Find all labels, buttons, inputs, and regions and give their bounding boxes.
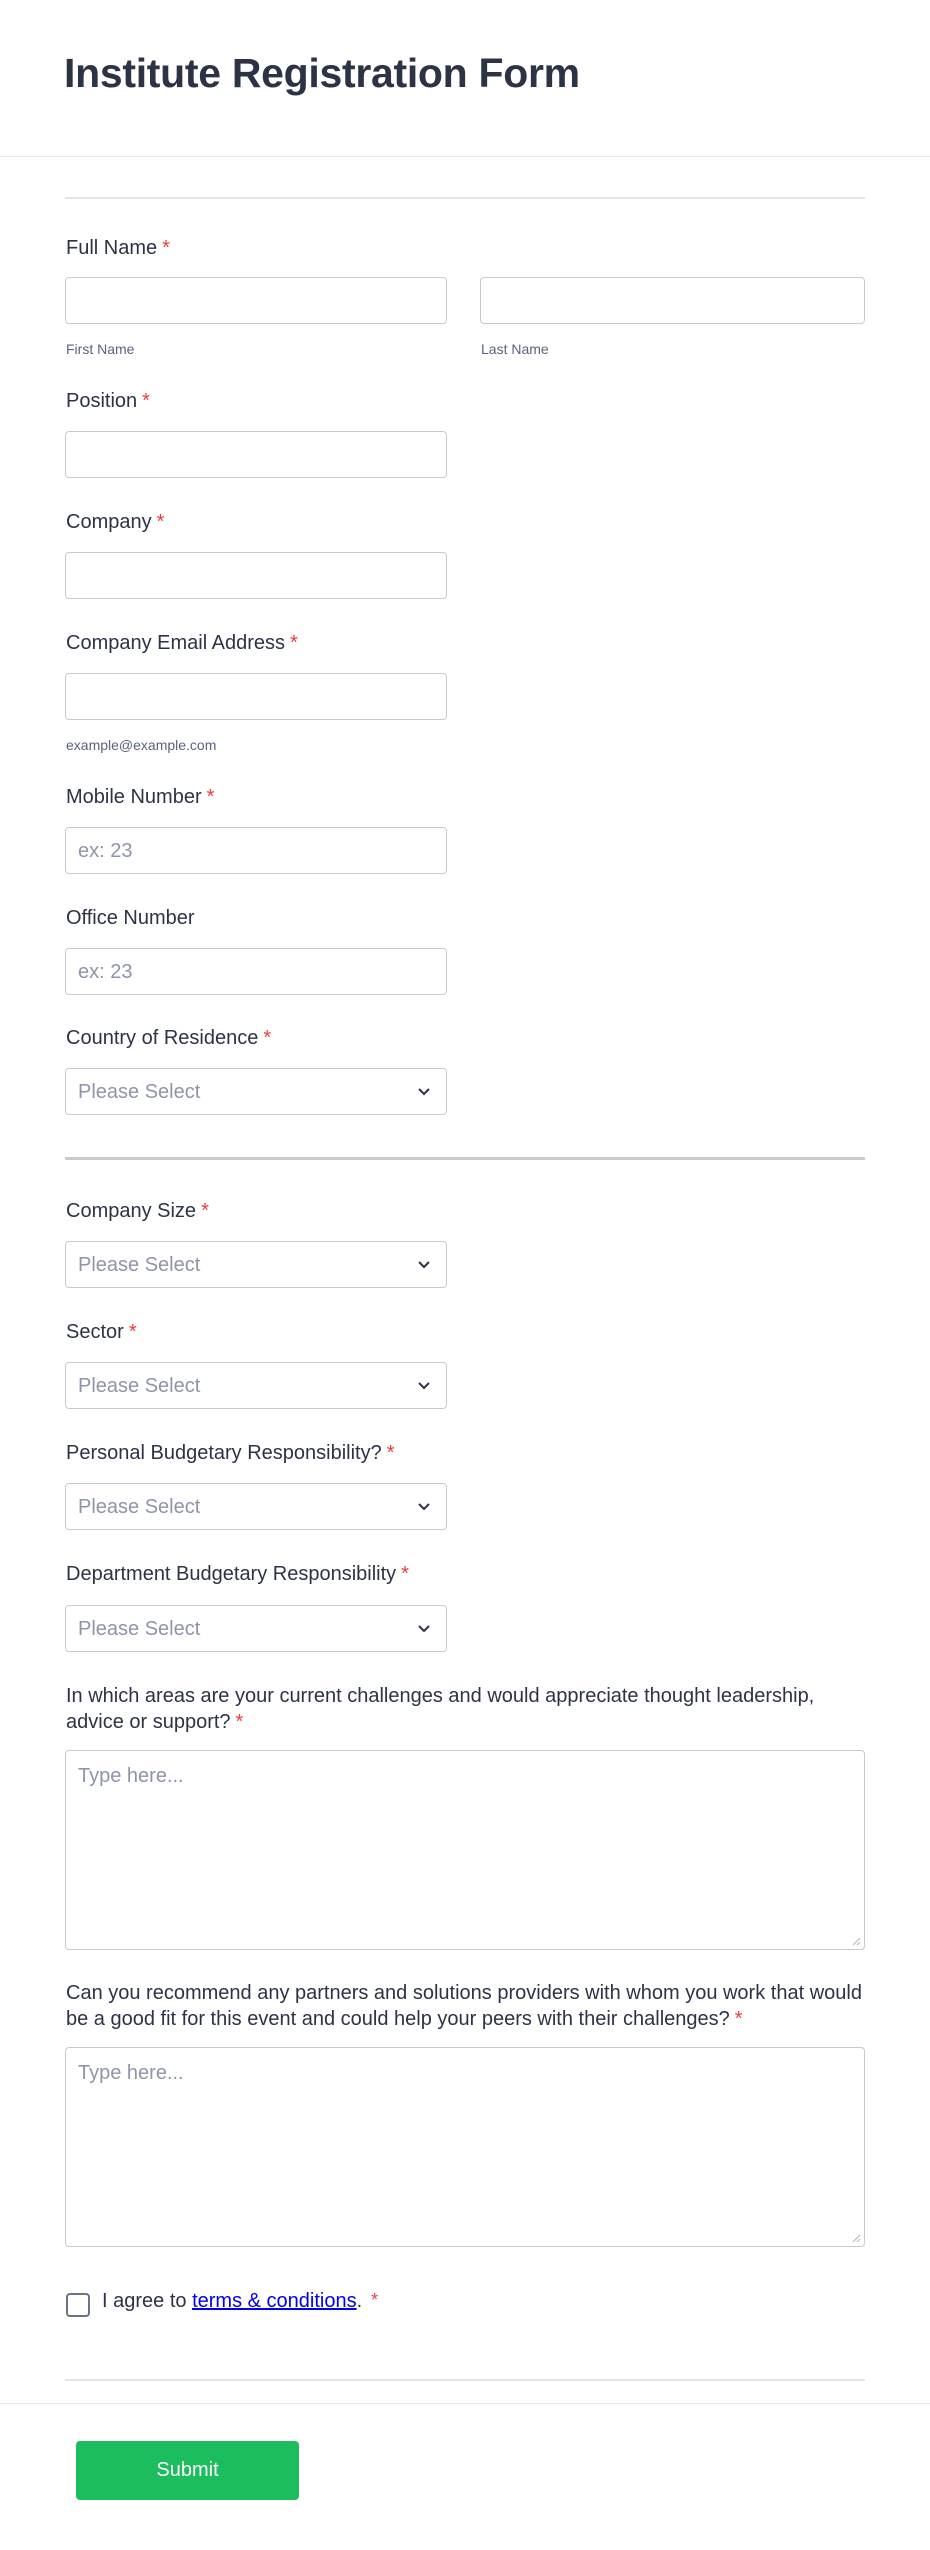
terms-label: [102, 2290, 378, 2313]
label-text: In which areas are your current challenges and would appreciate thought leadership, advice or support?: [66, 1685, 815, 1733]
partners-label: [66, 1980, 866, 2032]
required-asterisk: *: [156, 511, 165, 533]
divider: [65, 197, 865, 199]
required-asterisk: *: [142, 390, 150, 412]
required-asterisk: *: [201, 1200, 209, 1222]
office-label: [66, 905, 866, 931]
required-asterisk: *: [206, 786, 215, 808]
partners-textarea[interactable]: [65, 2047, 865, 2247]
last-name-input[interactable]: [480, 277, 865, 324]
form-header: [0, 0, 930, 157]
chevron-down-icon: [414, 1375, 434, 1395]
resize-grip-icon[interactable]: [851, 1936, 861, 1946]
position-label: [66, 388, 866, 414]
chevron-down-icon: [414, 1254, 434, 1274]
first-name-input[interactable]: [65, 277, 447, 324]
textarea-placeholder: Type here...: [78, 1765, 184, 1787]
challenges-textarea[interactable]: [65, 1750, 865, 1950]
label-text: Company Size: [66, 1200, 197, 1222]
select-value: Please Select: [78, 1375, 201, 1397]
chevron-down-icon: [414, 1618, 434, 1638]
position-input[interactable]: [65, 431, 447, 478]
country-label: [66, 1025, 866, 1051]
country-select[interactable]: [65, 1068, 447, 1115]
office-input[interactable]: ex: 23: [65, 948, 447, 995]
company-input[interactable]: [65, 552, 447, 599]
label-text: Office Number: [66, 907, 195, 929]
footer-divider: [0, 2403, 930, 2404]
first-name-sublabel: First Name: [66, 341, 135, 357]
email-label: [66, 630, 866, 656]
label-text: Company: [66, 511, 152, 533]
select-value: Please Select: [78, 1496, 201, 1518]
required-asterisk: *: [734, 2008, 743, 2030]
terms-checkbox[interactable]: [66, 2293, 90, 2317]
required-asterisk: *: [289, 632, 298, 654]
mobile-label: [66, 784, 866, 810]
full-name-label: [66, 235, 866, 261]
mobile-input[interactable]: ex: 23: [65, 827, 447, 874]
select-value: Please Select: [78, 1618, 201, 1640]
department-budget-label: [66, 1561, 866, 1587]
required-asterisk: *: [371, 2290, 379, 2310]
required-asterisk: *: [386, 1442, 395, 1464]
chevron-down-icon: [414, 1496, 434, 1516]
last-name-sublabel: Last Name: [481, 341, 549, 357]
email-sublabel: example@example.com: [66, 737, 217, 753]
chevron-down-icon: [414, 1081, 434, 1101]
required-asterisk: *: [235, 1711, 244, 1733]
label-text: Personal Budgetary Responsibility?: [66, 1442, 382, 1464]
challenges-label: [66, 1683, 866, 1735]
label-text: Department Budgetary Responsibility: [66, 1563, 397, 1585]
required-asterisk: *: [162, 237, 170, 259]
label-text: Mobile Number: [66, 786, 202, 808]
label-text: Company Email Address: [66, 632, 285, 654]
sector-select[interactable]: [65, 1362, 447, 1409]
required-asterisk: *: [128, 1321, 137, 1343]
terms-prefix: I agree to: [102, 2290, 193, 2312]
textarea-placeholder: Type here...: [78, 2062, 184, 2084]
select-value: Please Select: [78, 1254, 201, 1276]
label-text: Can you recommend any partners and solutions providers with whom you work that would be a good fit for this event and could help your peers with their challenges?: [66, 1982, 862, 2030]
company-size-label: [66, 1198, 866, 1224]
select-value: Please Select: [78, 1081, 201, 1103]
required-asterisk: *: [263, 1027, 272, 1049]
resize-grip-icon[interactable]: [851, 2233, 861, 2243]
submit-button[interactable]: Submit: [76, 2441, 299, 2500]
personal-budget-select[interactable]: [65, 1483, 447, 1530]
sector-label: [66, 1319, 866, 1345]
label-text: Sector: [66, 1321, 124, 1343]
required-asterisk: *: [401, 1563, 409, 1585]
email-input[interactable]: [65, 673, 447, 720]
department-budget-select[interactable]: [65, 1605, 447, 1652]
company-size-select[interactable]: [65, 1241, 447, 1288]
personal-budget-label: [66, 1440, 866, 1466]
page-title: Institute Registration Form: [64, 50, 580, 96]
label-text: Position: [66, 390, 138, 412]
label-text: Country of Residence: [66, 1027, 259, 1049]
divider: [65, 2379, 865, 2381]
terms-link[interactable]: terms & conditions: [192, 2290, 357, 2312]
company-label: [66, 509, 866, 535]
terms-suffix: .: [356, 2290, 363, 2312]
page-divider: [65, 1157, 865, 1160]
label-text: Full Name: [66, 237, 158, 259]
